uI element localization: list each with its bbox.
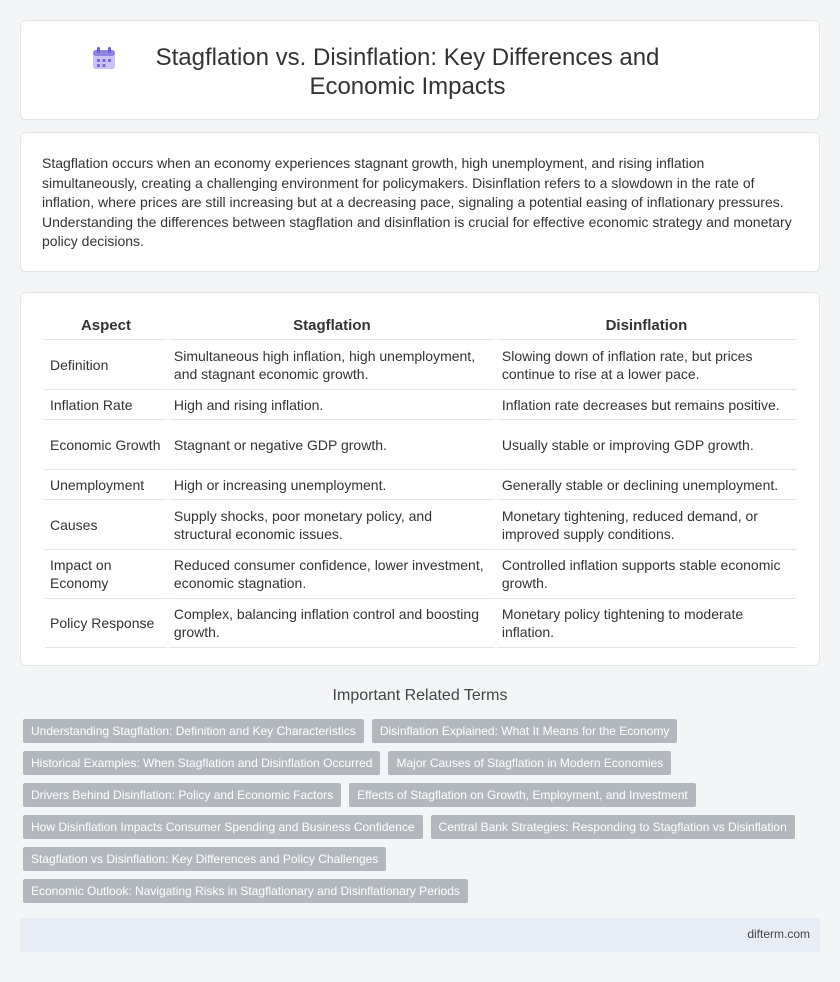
table-row (45, 550, 796, 599)
stagflation-cell: Simultaneous high inflation, high unemployment, and stagnant economic growth. (169, 340, 495, 390)
tag-row (23, 879, 823, 911)
disinflation-cell: Usually stable or improving GDP growth. (497, 420, 796, 470)
stagflation-cell: Supply shocks, poor monetary policy, and structural economic issues. (169, 500, 495, 550)
table-row (45, 470, 796, 500)
related-term-link[interactable]: Central Bank Strategies: Responding to Stagflation vs Disinflation (431, 815, 795, 839)
related-terms-list (23, 719, 823, 911)
table-row (45, 500, 796, 550)
stagflation-cell: Reduced consumer confidence, lower investment, economic stagnation. (169, 550, 495, 599)
disinflation-cell: Slowing down of inflation rate, but prices continue to rise at a lower pace. (497, 340, 796, 390)
column-header-disinflation: Disinflation (497, 313, 796, 340)
stagflation-cell: High and rising inflation. (169, 390, 495, 420)
tag-row (23, 751, 823, 783)
related-term-link[interactable]: Major Causes of Stagflation in Modern Economies (388, 751, 671, 775)
disinflation-cell: Monetary tightening, reduced demand, or improved supply conditions. (497, 500, 796, 550)
aspect-cell: Economic Growth (45, 420, 167, 470)
table-header-row (45, 313, 796, 340)
comparison-table (43, 313, 798, 648)
related-term-link[interactable]: Effects of Stagflation on Growth, Employment, and Investment (349, 783, 696, 807)
comparison-card (20, 292, 820, 666)
column-header-aspect: Aspect (45, 313, 167, 340)
footer (20, 918, 820, 952)
table-row (45, 390, 796, 420)
intro-paragraph: Stagflation occurs when an economy experiences stagnant growth, high unemployment, and rising inflation simultaneously, creating a challenging environment for policymakers. Disinflation refers to a slowdown in the rate of inflation, where prices are still increasing but at a decreasing pace, signaling a potential easing of inflationary pressures. Understanding the differences between stagflation and disinflation is crucial for effective economic strategy and monetary policy decisions. (42, 155, 792, 250)
tag-row (23, 847, 823, 879)
related-term-link[interactable]: Drivers Behind Disinflation: Policy and Economic Factors (23, 783, 341, 807)
aspect-cell: Unemployment (45, 470, 167, 500)
related-term-link[interactable]: How Disinflation Impacts Consumer Spending and Business Confidence (23, 815, 423, 839)
disinflation-cell: Controlled inflation supports stable economic growth. (497, 550, 796, 599)
related-term-link[interactable]: Economic Outlook: Navigating Risks in Stagflationary and Disinflationary Periods (23, 879, 468, 903)
stagflation-cell: High or increasing unemployment. (169, 470, 495, 500)
intro-card (20, 132, 820, 272)
table-row (45, 340, 796, 390)
related-term-link[interactable]: Disinflation Explained: What It Means for the Economy (372, 719, 677, 743)
disinflation-cell: Inflation rate decreases but remains positive. (497, 390, 796, 420)
page-title: Stagflation vs. Disinflation: Key Differences and Economic Impacts (155, 44, 660, 100)
table-row (45, 420, 796, 470)
aspect-cell: Inflation Rate (45, 390, 167, 420)
tag-row (23, 783, 823, 815)
related-term-link[interactable]: Historical Examples: When Stagflation and Disinflation Occurred (23, 751, 380, 775)
stagflation-cell: Stagnant or negative GDP growth. (169, 420, 495, 470)
aspect-cell: Definition (45, 340, 167, 390)
column-header-stagflation: Stagflation (169, 313, 495, 340)
related-terms-heading: Important Related Terms (332, 687, 508, 704)
disinflation-cell: Generally stable or declining unemployment. (497, 470, 796, 500)
aspect-cell: Policy Response (45, 599, 167, 648)
tag-row (23, 815, 823, 847)
related-term-link[interactable]: Stagflation vs Disinflation: Key Differences and Policy Challenges (23, 847, 386, 871)
tag-row (23, 719, 823, 751)
site-link[interactable]: difterm.com (747, 927, 810, 941)
stagflation-cell: Complex, balancing inflation control and boosting growth. (169, 599, 495, 648)
disinflation-cell: Monetary policy tightening to moderate inflation. (497, 599, 796, 648)
aspect-cell: Causes (45, 500, 167, 550)
related-term-link[interactable]: Understanding Stagflation: Definition and Key Characteristics (23, 719, 364, 743)
title-card (20, 20, 820, 120)
aspect-cell: Impact on Economy (45, 550, 167, 599)
table-row (45, 599, 796, 648)
